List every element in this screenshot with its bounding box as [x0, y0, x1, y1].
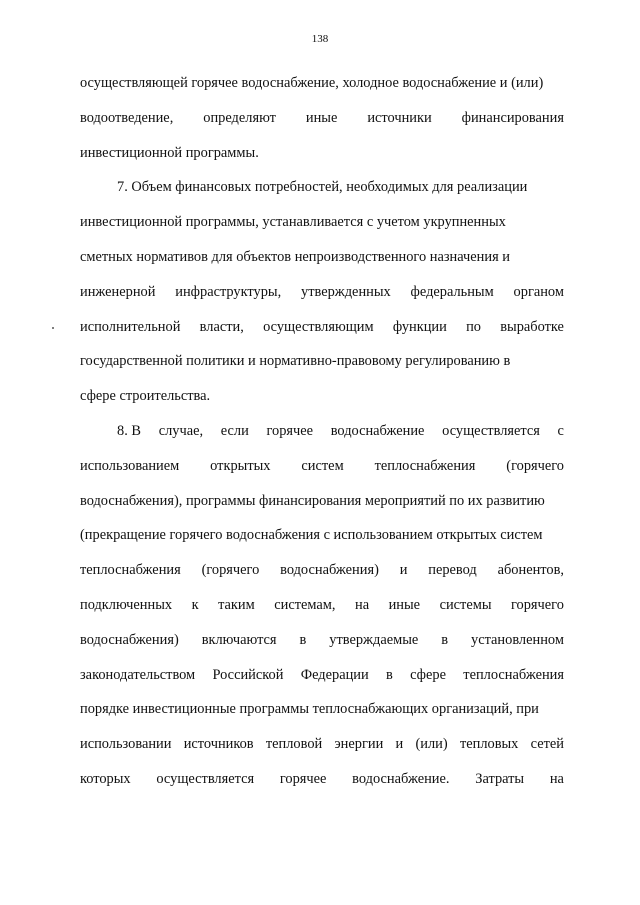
text-line [80, 310, 564, 345]
text-segment: в [441, 631, 449, 648]
text-line [80, 449, 564, 484]
text-segment: горячее [266, 422, 314, 439]
text-line [80, 170, 564, 205]
text-segment: власти, [199, 318, 244, 335]
text-line [80, 379, 564, 414]
text-segment: 7. Объем финансовых потребностей, необходимых для реализации [117, 179, 528, 196]
text-line [80, 588, 564, 623]
text-segment: органом [513, 283, 564, 300]
text-segment: использованием [80, 457, 180, 474]
text-segment: в [299, 631, 307, 648]
text-segment: порядке инвестиционные программы теплоснабжающих организаций, при [80, 701, 539, 718]
text-segment: государственной политики и нормативно-правовому регулированию в [80, 353, 511, 370]
text-segment: инженерной [80, 283, 156, 300]
text-segment: утверждаемые [329, 631, 419, 648]
text-segment: осуществляется [156, 770, 255, 787]
text-segment: сфере строительства. [80, 388, 211, 405]
text-segment: (горячего [506, 457, 564, 474]
text-segment: федеральным [410, 283, 494, 300]
text-line [80, 518, 564, 553]
text-segment: (или) [415, 736, 448, 753]
text-line [80, 727, 564, 762]
page-number: 138 [311, 33, 329, 45]
text-segment: по [466, 318, 481, 335]
text-segment: системам, [274, 596, 336, 613]
text-segment: сетей [530, 736, 564, 753]
text-segment: инвестиционной программы, устанавливается с учетом укрупненных [80, 214, 506, 231]
text-line [80, 275, 564, 310]
text-segment: утвержденных [301, 283, 391, 300]
text-segment: перевод [428, 562, 477, 579]
text-segment: законодательством [80, 666, 196, 683]
scan-speck [52, 327, 54, 329]
text-segment: использовании [80, 736, 172, 753]
text-segment: осуществляющим [263, 318, 374, 335]
text-segment: определяют [203, 109, 276, 126]
text-segment: осуществляющей горячее водоснабжение, холодное водоснабжение и (или) [80, 75, 544, 91]
text-segment: финансирования [461, 109, 564, 126]
text-segment: водоснабжение [330, 422, 425, 439]
text-line [80, 344, 564, 379]
text-line [80, 484, 564, 519]
text-segment: Российской [212, 666, 284, 683]
text-segment: 8. В [117, 422, 141, 439]
text-segment: сметных нормативов для объектов непроизводственного назначения и [80, 248, 511, 265]
text-segment: инфраструктуры, [175, 283, 282, 300]
text-segment: подключенных [80, 596, 173, 613]
text-segment: которых [80, 770, 131, 787]
text-segment: на [355, 596, 370, 613]
text-segment: к [191, 596, 199, 613]
text-segment: в [386, 666, 393, 683]
text-segment: и [399, 562, 408, 579]
text-segment: включаются [201, 631, 277, 648]
text-segment: случае, [158, 422, 204, 439]
document-body [80, 66, 564, 797]
text-segment: инвестиционной программы. [80, 144, 259, 161]
text-segment: тепловой [265, 736, 323, 753]
text-segment: сфере [410, 666, 446, 683]
text-line [80, 240, 564, 275]
text-segment: водоснабжения), программы финансирования мероприятий по их развитию [80, 492, 545, 509]
text-line [80, 762, 564, 797]
text-segment: источники [367, 109, 432, 126]
text-segment: и [395, 736, 404, 753]
text-segment: тепловых [459, 736, 519, 753]
text-line [80, 658, 564, 693]
text-line [80, 692, 564, 727]
text-segment: иные [388, 596, 421, 613]
text-line [80, 101, 564, 136]
text-segment: источников [183, 736, 254, 753]
text-segment: Федерации [300, 666, 369, 683]
text-segment: водоотведение, [80, 109, 174, 126]
text-segment: установленном [471, 631, 564, 648]
text-segment: с [557, 422, 564, 439]
text-segment: исполнительной [80, 318, 181, 335]
text-segment: выработке [500, 318, 564, 335]
text-line [80, 553, 564, 588]
text-segment: теплоснабжения [463, 666, 564, 683]
paragraph [80, 414, 564, 797]
text-segment: энергии [334, 736, 384, 753]
text-segment: горячего [511, 596, 564, 613]
text-segment: открытых [210, 457, 271, 474]
text-segment: теплоснабжения [80, 562, 181, 579]
text-segment: водоснабжения) [280, 562, 379, 579]
text-segment: если [220, 422, 249, 439]
text-segment: иные [305, 109, 338, 126]
text-segment: (прекращение горячего водоснабжения с использованием открытых систем [80, 527, 543, 544]
text-line [80, 136, 564, 171]
text-segment: Затраты [475, 770, 525, 787]
text-line [80, 623, 564, 658]
text-line [80, 205, 564, 240]
text-segment: теплоснабжения [374, 457, 476, 474]
text-segment: функции [392, 318, 447, 335]
text-segment: на [549, 770, 564, 787]
text-segment: осуществляется [442, 422, 540, 439]
text-segment: таким [218, 596, 255, 613]
paragraph [80, 170, 564, 414]
text-line [80, 414, 564, 449]
text-segment: водоснабжения) [80, 631, 179, 648]
text-segment: (горячего [201, 562, 260, 579]
text-segment: водоснабжение. [352, 770, 450, 787]
text-segment: абонентов, [497, 562, 564, 579]
text-line [80, 66, 564, 101]
text-segment: горячее [279, 770, 327, 787]
text-segment: систем [301, 457, 344, 474]
paragraph [80, 66, 564, 170]
text-segment: системы [439, 596, 492, 613]
